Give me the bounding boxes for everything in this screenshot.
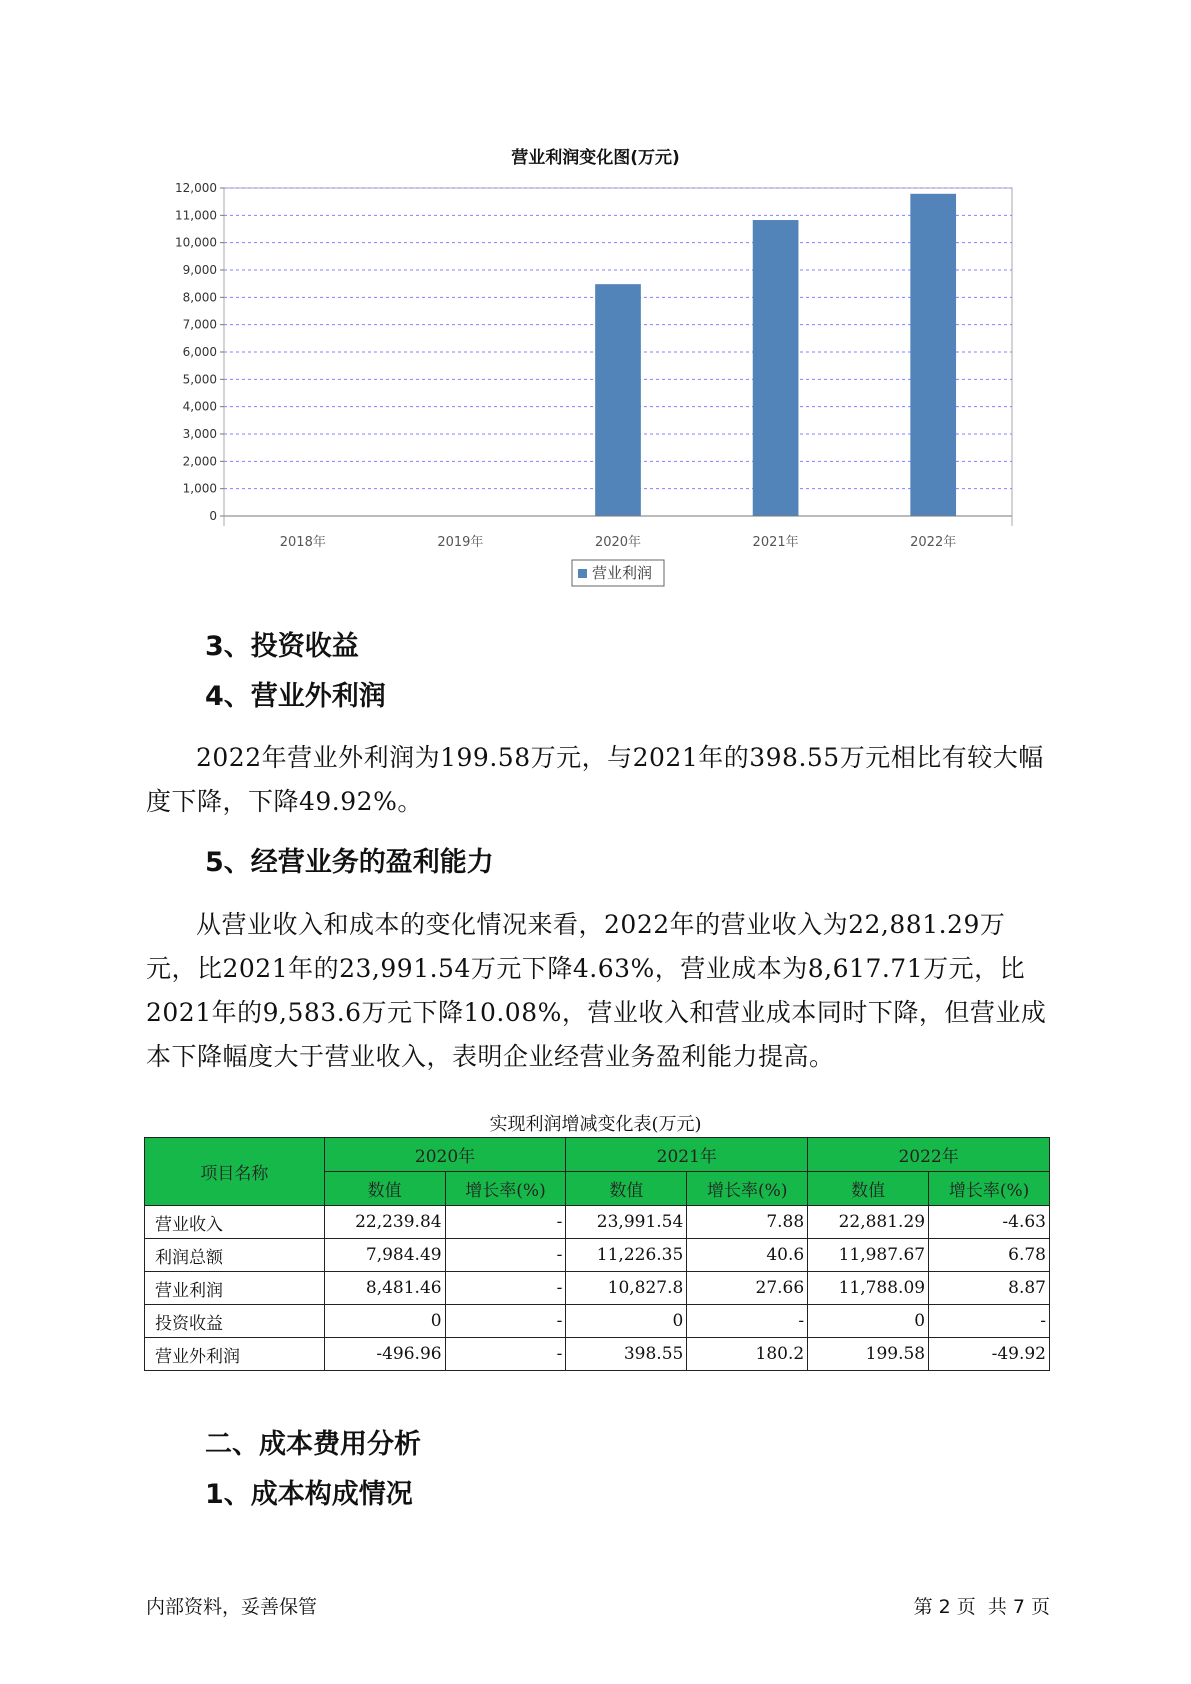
legend-swatch: [578, 569, 587, 578]
table-cell: 40.6: [687, 1239, 808, 1272]
y-tick-label: 7,000: [182, 317, 217, 332]
table-cell: 27.66: [687, 1272, 808, 1305]
value-header: 数值: [324, 1172, 445, 1206]
table-cell: -: [445, 1338, 566, 1371]
heading-non-operating-profit: 4、营业外利润: [205, 681, 386, 712]
table-cell: 180.2: [687, 1338, 808, 1371]
y-tick-label: 1,000: [182, 481, 217, 496]
table-cell: 23,991.54: [566, 1206, 687, 1239]
table-cell: 7.88: [687, 1206, 808, 1239]
table-row: [145, 1305, 1050, 1338]
year-header-2021: 2021年: [566, 1138, 808, 1172]
growth-header: 增长率(%): [445, 1172, 566, 1206]
profit-change-table: [144, 1137, 1050, 1371]
table-cell: -496.96: [324, 1338, 445, 1371]
chart-title: 营业利润变化图(万元): [511, 148, 680, 168]
bar-2020年: [595, 284, 641, 516]
y-tick-label: 10,000: [175, 235, 217, 250]
y-tick-label: 3,000: [182, 427, 217, 441]
table-cell: 22,239.84: [324, 1206, 445, 1239]
table-cell: 0: [808, 1305, 929, 1338]
table-cell: 10,827.8: [566, 1272, 687, 1305]
table-cell: -49.92: [929, 1338, 1050, 1371]
y-tick-label: 5,000: [182, 372, 217, 387]
x-tick-label: 2022年: [910, 535, 957, 550]
row-label: 利润总额: [145, 1239, 325, 1272]
row-label: 投资收益: [145, 1305, 325, 1338]
table-row: [145, 1206, 1050, 1239]
growth-header: 增长率(%): [929, 1172, 1050, 1206]
legend-label: 营业利润: [592, 564, 653, 582]
row-label: 营业外利润: [145, 1338, 325, 1371]
x-tick-label: 2018年: [279, 535, 326, 550]
growth-header: 增长率(%): [687, 1172, 808, 1206]
year-header-2022: 2022年: [808, 1138, 1050, 1172]
x-tick-label: 2019年: [437, 535, 484, 550]
table-cell: -: [687, 1305, 808, 1338]
operating-profit-bar-chart: [150, 180, 1020, 590]
table-row: [145, 1338, 1050, 1371]
heading-cost-analysis: 二、成本费用分析: [205, 1429, 421, 1460]
paragraph-business-profitability: 从营业收入和成本的变化情况来看，2022年的营业收入为22,881.29万元，比2021年的23,991.54万元下降4.63%，营业成本为8,617.71万元，比2021年的9,583.6万元下降10.08%，营业收入和营业成本同时下降，但营业成本下降幅度大于营业收入，表明企业经营业务盈利能力提高。: [146, 910, 1047, 1071]
bar-2022年: [910, 194, 956, 516]
y-tick-label: 6,000: [182, 345, 217, 359]
value-header: 数值: [566, 1172, 687, 1206]
paragraph-non-operating-profit: 2022年营业外利润为199.58万元，与2021年的398.55万元相比有较大幅度下降，下降49.92%。: [146, 743, 1044, 816]
table-cell: 11,987.67: [808, 1239, 929, 1272]
value-header: 数值: [808, 1172, 929, 1206]
table-cell: -: [929, 1305, 1050, 1338]
heading-investment-income: 3、投资收益: [205, 631, 359, 662]
y-tick-label: 0: [209, 509, 217, 523]
year-header-2020: 2020年: [324, 1138, 566, 1172]
footer-confidential: 内部资料，妥善保管: [146, 1596, 318, 1618]
table-cell: 11,788.09: [808, 1272, 929, 1305]
table-caption: 实现利润增减变化表(万元): [489, 1114, 702, 1135]
y-tick-label: 11,000: [175, 208, 217, 223]
table-cell: 199.58: [808, 1338, 929, 1371]
y-tick-label: 12,000: [175, 181, 217, 195]
table-cell: -4.63: [929, 1206, 1050, 1239]
table-header-row: [145, 1138, 1050, 1172]
y-tick-label: 4,000: [182, 399, 217, 414]
x-tick-label: 2021年: [752, 535, 799, 550]
bar-2021年: [753, 220, 799, 516]
heading-business-profitability: 5、经营业务的盈利能力: [205, 847, 494, 878]
table-cell: -: [445, 1305, 566, 1338]
x-tick-label: 2020年: [594, 535, 642, 550]
table-cell: 8,481.46: [324, 1272, 445, 1305]
row-label: 营业利润: [145, 1272, 325, 1305]
table-cell: 398.55: [566, 1338, 687, 1371]
table-cell: 22,881.29: [808, 1206, 929, 1239]
row-label: 营业收入: [145, 1206, 325, 1239]
y-tick-label: 8,000: [182, 290, 217, 305]
table-cell: 6.78: [929, 1239, 1050, 1272]
table-cell: 8.87: [929, 1272, 1050, 1305]
table-cell: 0: [324, 1305, 445, 1338]
table-cell: 0: [566, 1305, 687, 1338]
table-cell: -: [445, 1272, 566, 1305]
table-cell: -: [445, 1239, 566, 1272]
table-cell: 7,984.49: [324, 1239, 445, 1272]
table-row: [145, 1239, 1050, 1272]
y-tick-label: 2,000: [182, 454, 217, 469]
y-tick-label: 9,000: [182, 263, 217, 277]
table-cell: -: [445, 1206, 566, 1239]
footer-page-number: 第 2 页 共 7 页: [913, 1596, 1050, 1618]
heading-cost-composition: 1、成本构成情况: [205, 1479, 413, 1510]
item-name-header: 项目名称: [145, 1138, 325, 1206]
table-cell: 11,226.35: [566, 1239, 687, 1272]
table-row: [145, 1272, 1050, 1305]
